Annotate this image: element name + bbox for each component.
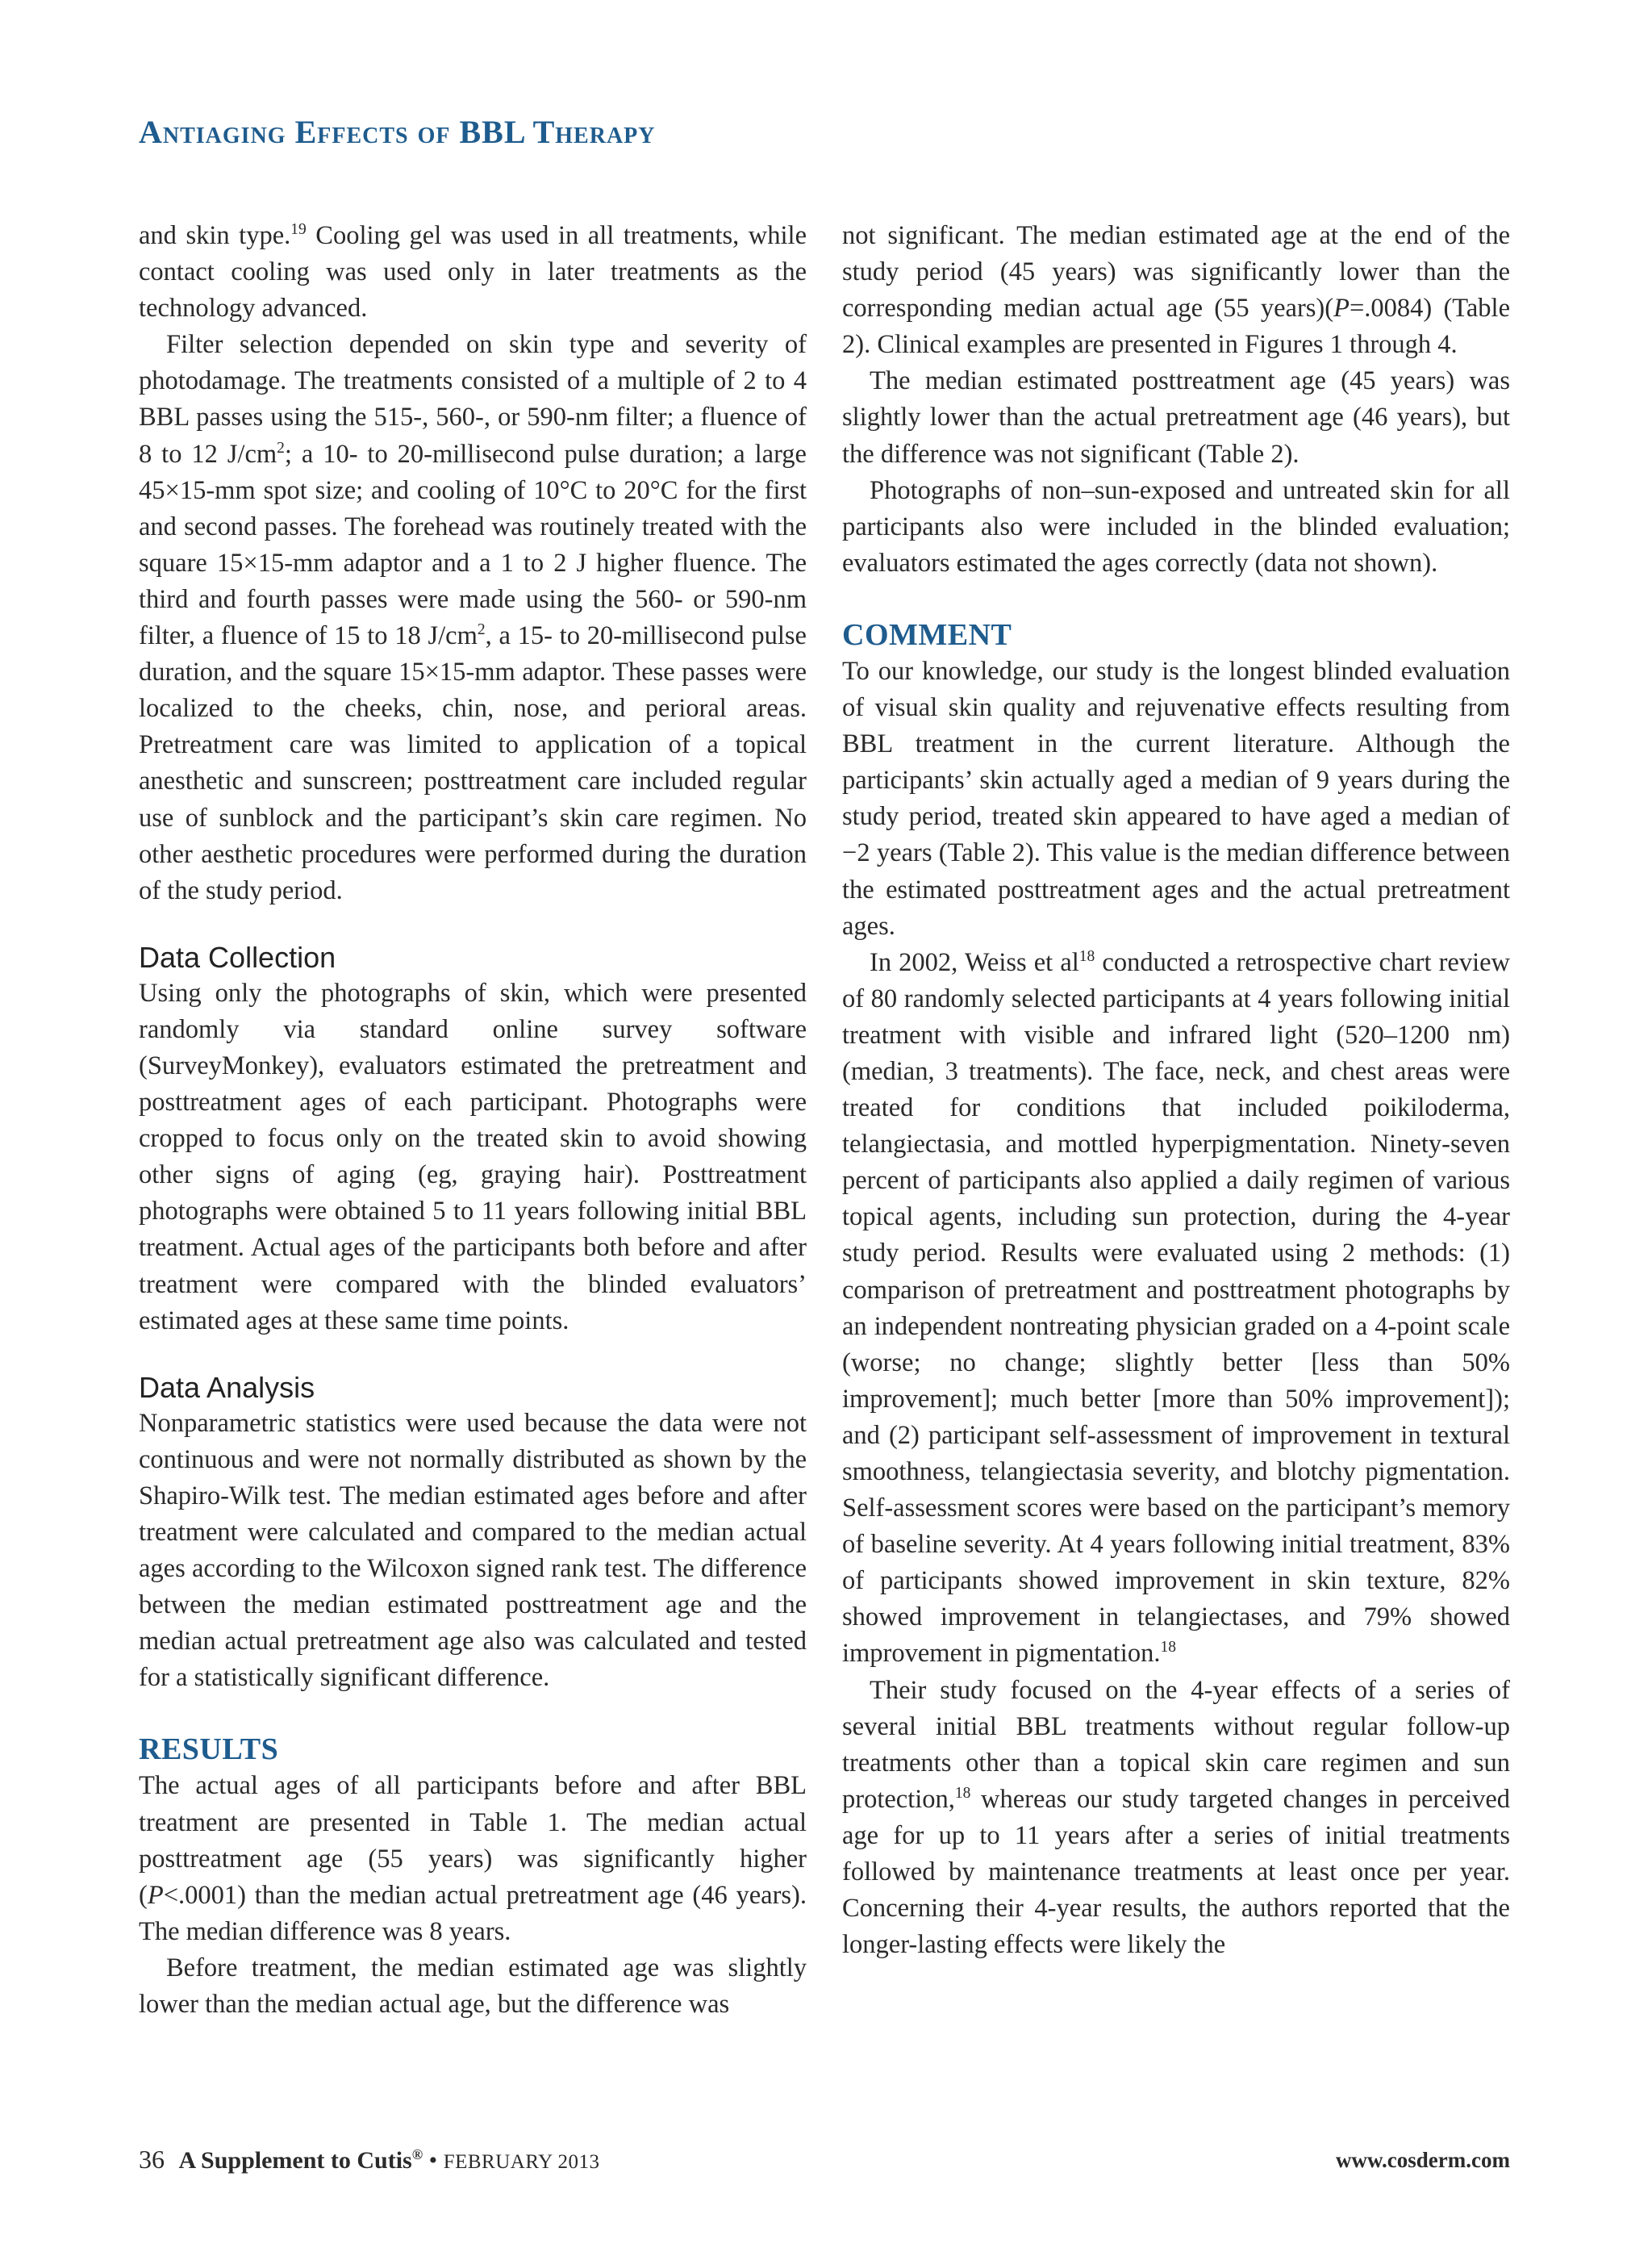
page-number: 36 <box>139 2145 165 2174</box>
section-heading-results: RESULTS <box>139 1732 279 1767</box>
right-column <box>842 218 1510 1963</box>
paragraph: Their study focused on the 4-year effects of a series of several initial BBL treatments without regular follow-up treatments other than a topical skin care regimen and sun protection,$^{18}$ whereas our study targeted changes in perceived age for up to 11 years after a series of initial treatments followed by maintenance treatments at least once per year. Concerning their 4-year results, the authors reported that the longer-lasting effects were likely the <box>842 1675 1510 1960</box>
paragraph: Filter selection depended on skin type and severity of photodamage. The treatments consisted of a multiple of 2 to 4 BBL passes using the 515-, 560-, or 590-nm filter; a fluence of 8 to 12 $J/cm^2$; a 10- to 20-millisecond pulse duration; a large 45×15-mm spot size; and cooling of 10°C to 20°C for the first and second passes. The forehead was routinely treated with the square 15×15-mm adaptor and a 1 to 2 J higher fluence. The third and fourth passes were made using the 560- or 590-nm filter, a fluence of 15 to 18 $J/cm^2$, a 15- to 20-millisecond pulse duration, and the square 15×15-mm adaptor. These passes were localized to the cheeks, chin, nose, and perioral areas. Pretreatment care was limited to application of a topical anesthetic and sunscreen; posttreatment care included regular use of sunblock and the participant’s skin care regimen. No other aesthetic procedures were performed during the duration of the study period. <box>139 330 807 905</box>
footer-bullet: • <box>423 2147 444 2174</box>
footer-website: www.cosderm.com <box>1336 2148 1510 2172</box>
running-head: Antiaging Effects of BBL Therapy <box>139 114 656 150</box>
footer-left <box>139 2145 600 2175</box>
paragraph: not significant. The median estimated age at the end of the study period (45 years) was significantly lower than the corresponding median actual age (55 years)(P=.0084) (Table 2). Clinical examples are presented in Figures 1 through 4. <box>842 221 1511 360</box>
subheading-data-analysis: Data Analysis <box>139 1370 315 1404</box>
paragraph: Before treatment, the median estimated age was slightly lower than the median actual age, but the difference was <box>139 1953 807 2020</box>
paragraph: To our knowledge, our study is the longest blinded evaluation of visual skin quality and rejuvenative effects resulting from BBL treatment in the current literature. Although the participants’ skin actually aged a median of 9 years during the study period, treated skin appeared to have aged a median of −2 years (Table 2). This value is the median difference between the estimated posttreatment ages and the actual pretreatment ages. <box>842 656 1510 941</box>
paragraph: The actual ages of all participants before and after BBL treatment are presented in Table 1. The median actual posttreatment age (55 years) was significantly higher (P<.0001) than the median actual pretreatment age (46 years). The median difference was 8 years. <box>139 1771 807 1946</box>
registered-mark: ® <box>411 2146 423 2162</box>
paragraph: The median estimated posttreatment age (45 years) was slightly lower than the actual pretreatment age (46 years), but the difference was not significant (Table 2). <box>842 366 1510 469</box>
paragraph: and skin type.$^{19}$ Cooling gel was used in all treatments, while contact cooling was used only in later treatments as the technology advanced. <box>139 221 807 324</box>
journal-name: A Supplement to Cutis <box>178 2147 412 2174</box>
paragraph: Photographs of non–sun-exposed and untreated skin for all participants also were included in the blinded evaluation; evaluators estimated the ages correctly (data not shown). <box>842 475 1510 578</box>
paragraph: Nonparametric statistics were used because the data were not continuous and were not normally distributed as shown by the Shapiro-Wilk test. The median estimated ages before and after treatment were calculated and compared to the median actual ages according to the Wilcoxon signed rank test. The difference between the median estimated posttreatment age and the median actual pretreatment age also was calculated and tested for a statistically significant difference. <box>139 1408 807 1693</box>
paragraph: Using only the photographs of skin, which were presented randomly via standard online survey software (SurveyMonkey), evaluators estimated the pretreatment and posttreatment ages of each participant. Photographs were cropped to focus only on the treated skin to avoid showing other signs of aging (eg, graying hair). Posttreatment photographs were obtained 5 to 11 years following initial BBL treatment. Actual ages of the participants both before and after treatment were compared with the blinded evaluators’ estimated ages at these same time points. <box>139 978 807 1335</box>
issue-date: FEBRUARY 2013 <box>443 2151 600 2173</box>
paragraph: In 2002, Weiss et $al^{18}$ conducted a retrospective chart review of 80 randomly selected participants at 4 years following initial treatment with visible and infrared light (520–1200 nm)(median, 3 treatments). The face, neck, and chest areas were treated for conditions that included poikiloderma, telangiectasia, and mottled hyperpigmentation. Ninety-seven percent of participants also applied a daily regimen of various topical agents, including sun protection, during the 4-year study period. Results were evaluated using 2 methods: (1) comparison of pretreatment and posttreatment photographs by an independent nontreating physician graded on a 4-point scale (worse; no change; slightly better [less than 50% improvement]; much better [more than 50% improvement]); and (2) participant self-assessment of improvement in textural smoothness, telangiectasia severity, and blotchy pigmentation. Self-assessment scores were based on the participant’s memory of baseline severity. At 4 years following initial treatment, 83% of participants showed improvement in skin texture, 82% showed improvement in telangiectases, and 79% showed improvement in pigmentation.$^{18}$ <box>842 947 1511 1669</box>
left-column <box>139 218 807 2023</box>
section-heading-comment: COMMENT <box>842 617 1012 652</box>
subheading-data-collection: Data Collection <box>139 940 336 974</box>
